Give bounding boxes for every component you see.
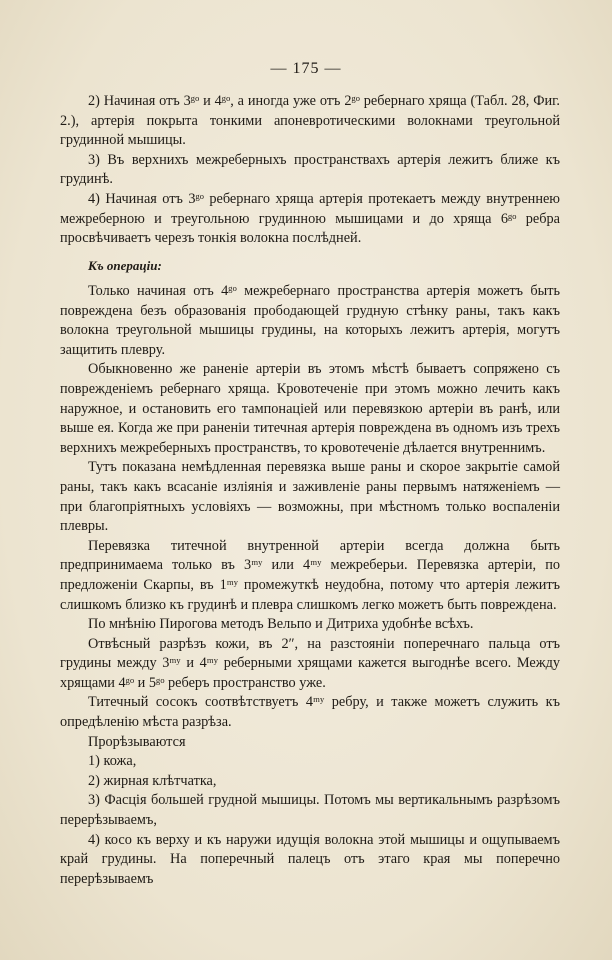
paragraph: 4) Начиная отъ 3ᵍᵒ ребернаго хряща артерія протекаетъ между внутреннею межреберною и треугольною грудинною мышицами и до хряща 6ᵍᵒ ребра просвѣчиваетъ черезъ тонкія волокна послѣдней.: [60, 190, 560, 247]
paragraph: 3) Въ верхнихъ межреберныхъ пространствахъ артерія лежитъ ближе къ грудинѣ.: [60, 151, 560, 188]
list-item: 3) Фасція большей грудной мышицы. Потомъ мы вертикальнымъ разрѣзомъ перерѣзываемъ,: [60, 792, 560, 829]
paragraph: 2) Начиная отъ 3ᵍᵒ и 4ᵍᵒ, а иногда уже отъ 2ᵍᵒ ребернаго хряща (Табл. 28, Фиг. 2.), артерія покрыта тонкими апоневротическими волокнами треугольной грудинной мышицы.: [60, 93, 560, 149]
intro-section: [60, 92, 560, 249]
list-item: 4) косо къ верху и къ наружи идущія волокна этой мышицы и ощупываемъ край грудины. На поперечный палецъ отъ этаго края мы поперечно перерѣзываемъ: [60, 831, 560, 887]
list-item: 2) жирная клѣтчатка,: [88, 772, 217, 789]
paragraph: Тутъ показана немѣдленная перевязка выше раны и скорое закрытіе самой раны, такъ какъ всасаніе изліянія и заживленіе раны первымъ натяженіемъ — при благопріятныхъ условіяхъ — возможны, при мѣстномъ только воспаленіи плевры.: [60, 459, 560, 535]
paragraph: Отвѣсный разрѣзъ кожи, въ 2″, на разстояніи поперечнаго пальца отъ грудины между 3ᵐʸ и 4ᵐʸ реберными хрящами кажется выгоднѣе всего. Между хрящами 4ᵍᵒ и 5ᵍᵒ реберъ пространство уже.: [60, 635, 560, 691]
operation-section: [60, 282, 560, 889]
paragraph: Прорѣзываются: [88, 733, 186, 750]
paragraph: Только начиная отъ 4ᵍᵒ межребернаго пространства артерія можетъ быть повреждена безъ образованія прободающей грудную стѣнку раны, такъ какъ волокна треугольной мышицы грудины, на которыхъ лежитъ артерія, могутъ защитить плевру.: [60, 283, 560, 358]
paragraph: Перевязка титечной внутренной артеріи всегда должна быть предпринимаема только въ 3ᵐʸ или 4ᵐʸ межреберьи. Перевязка артеріи, по предложеніи Скарпы, въ 1ᵐʸ промежуткѣ неудобна, потому что артерія лежитъ слишкомъ близко къ грудинѣ и плевра слишкомъ легко можетъ быть повреждена.: [60, 537, 560, 613]
paragraph: Обыкновенно же раненіе артеріи въ этомъ мѣстѣ бываетъ сопряжено съ поврежденіемъ ребернаго хряща. Кровотеченіе при этомъ можно лечить какъ наружное, и остановить его тампонаціей или перевязкою артеріи въ ранѣ, или выше ея. Когда же при раненіи титечная артерія повреждена въ одномъ изъ трехъ верхнихъ межреберныхъ пространствъ, то кровотеченіе дѣлается внутреннимъ.: [60, 361, 560, 456]
page-number: — 175 —: [270, 60, 342, 77]
list-item: 1) кожа,: [88, 753, 137, 770]
paragraph: Титечный сосокъ соотвѣтствуетъ 4ᵐʸ ребру, и также можетъ служить къ опредѣленію мѣста разрѣза.: [60, 694, 560, 731]
section-heading: Къ операціи:: [88, 258, 162, 273]
paragraph: По мнѣнію Пирогова методъ Вельпо и Дитриха удобнѣе всѣхъ.: [88, 616, 474, 633]
